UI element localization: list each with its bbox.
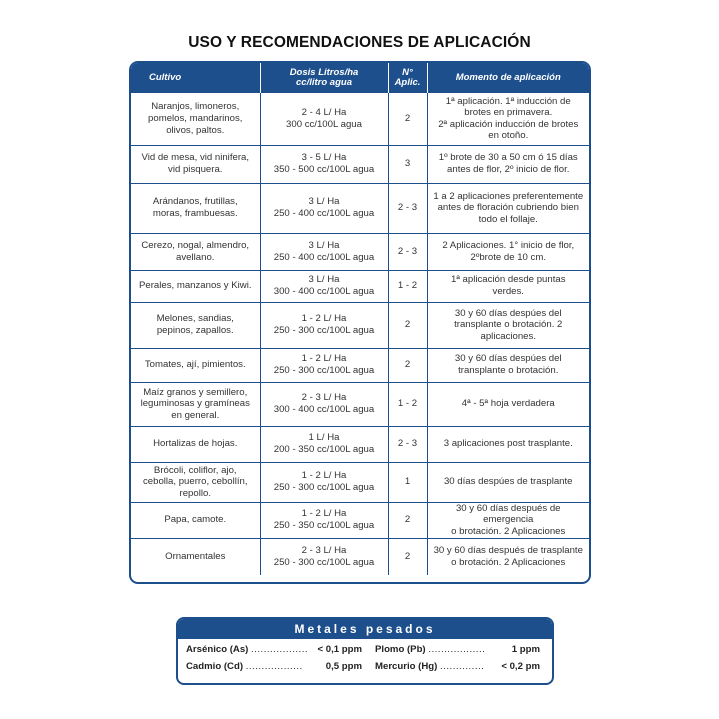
header-dosis: [260, 63, 388, 93]
cell-line: Naranjos, limoneros,: [151, 101, 240, 113]
metal-label: Cadmio (Cd): [186, 661, 244, 672]
cell-line: 3 L/ Ha: [308, 274, 340, 286]
cultivo-cell: [131, 270, 260, 302]
n-aplic-cell: 2 - 3: [388, 426, 427, 462]
cultivo-cell: [131, 183, 260, 233]
table-row: [131, 538, 589, 575]
cultivo-cell: [131, 382, 260, 426]
cell-line: moras, frambuesas.: [152, 208, 238, 219]
cultivo-cell: [131, 302, 260, 348]
momento-cell: [427, 426, 589, 462]
header-dosis-line2: cc/litro agua: [296, 77, 352, 88]
table-body: [131, 93, 589, 575]
cell-line: Ornamentales: [165, 550, 226, 562]
dosis-cell: [260, 538, 388, 575]
metal-cadmio: [186, 661, 303, 672]
dosis-cell: [260, 502, 388, 538]
n-aplic-cell: 2: [388, 502, 427, 538]
n-aplic-cell: 1 - 2: [388, 382, 427, 426]
cell-line: 300 - 400 cc/100L agua: [273, 286, 375, 297]
cell-line: vid pisquera.: [168, 164, 223, 175]
dosis-cell: [260, 462, 388, 502]
cell-line: 1º brote de 30 a 50 cm ó 15 días: [438, 152, 578, 164]
cultivo-cell: [131, 502, 260, 538]
dosis-cell: [260, 302, 388, 348]
cell-line: 30 y 60 días después de trasplante: [433, 545, 583, 557]
cell-line: 1 a 2 aplicaciones preferentemente: [433, 190, 584, 202]
table-row: [131, 145, 589, 183]
cultivo-cell: [131, 462, 260, 502]
table-row: [131, 502, 589, 538]
cell-line: 30 y 60 días despúes del: [454, 353, 562, 365]
cell-line: 3 L/ Ha: [308, 196, 340, 208]
metal-cadmio-value: 0,5 ppm: [325, 661, 362, 672]
metal-mercurio-value: < 0,2 pm: [501, 661, 540, 672]
cultivo-cell: [131, 145, 260, 183]
cell-line: 30 y 60 días después de emergencia: [455, 502, 561, 526]
cell-line: 2ª aplicación inducción de brotes: [438, 118, 579, 130]
cell-line: 1 - 2 L/ Ha: [301, 313, 347, 325]
cell-line: Maíz granos y semillero,: [143, 386, 248, 398]
cell-line: cebolla, puerro, cebollín,: [142, 476, 248, 488]
table-row: [131, 462, 589, 502]
dosis-cell: [260, 348, 388, 382]
cell-line: 2 - 3 L/ Ha: [301, 392, 347, 404]
page-title: USO Y RECOMENDACIONES DE APLICACIÓN: [188, 34, 531, 51]
table-row: [131, 348, 589, 382]
n-aplic-cell: 1: [388, 462, 427, 502]
cell-line: 250 - 300 cc/100L agua: [273, 365, 375, 376]
cell-line: 1 - 2 L/ Ha: [301, 470, 347, 482]
momento-cell: [427, 382, 589, 426]
cell-line: en otoño.: [488, 130, 529, 142]
n-aplic-cell: 2: [388, 538, 427, 575]
n-aplic-cell: 1 - 2: [388, 270, 427, 302]
n-aplic-cell: 2 - 3: [388, 233, 427, 270]
dosis-cell: [260, 233, 388, 270]
metal-arsenico: [186, 644, 308, 655]
cell-line: 1 - 2 L/ Ha: [301, 508, 347, 520]
metal-label: Mercurio (Hg): [375, 661, 438, 672]
cell-line: Tomates, ají, pimientos.: [144, 359, 246, 371]
cell-line: transplante o brotación.: [458, 365, 559, 376]
table-header-row: [131, 63, 589, 93]
cell-line: 3 L/ Ha: [308, 239, 340, 251]
table-row: [131, 233, 589, 270]
metal-dots: ..............: [440, 661, 485, 672]
cell-line: repollo.: [179, 487, 211, 499]
cell-line: avellano.: [176, 251, 215, 263]
metal-dots: ..................: [245, 661, 303, 672]
cell-line: Arándanos, frutillas,: [152, 196, 238, 208]
cultivo-cell: [131, 233, 260, 270]
metal-arsenico-value: < 0,1 ppm: [317, 644, 362, 655]
momento-cell: [427, 93, 589, 145]
cell-line: 30 y 60 días despúes del: [454, 307, 562, 319]
n-aplic-cell: 2: [388, 302, 427, 348]
header-dosis-line1: Dosis Litros/ha: [289, 67, 359, 78]
cell-line: Cerezo, nogal, almendro,: [141, 239, 250, 251]
header-n-aplic: [388, 63, 427, 93]
cell-line: 2 Aplicaciones. 1° inicio de flor,: [442, 239, 575, 251]
dosis-cell: [260, 183, 388, 233]
cell-line: 250 - 350 cc/100L agua: [273, 520, 375, 531]
metal-label: Plomo (Pb): [375, 644, 426, 655]
cell-line: 250 - 300 cc/100L agua: [273, 325, 375, 336]
n-aplic-cell: 3: [388, 145, 427, 183]
cell-line: 200 - 350 cc/100L agua: [273, 444, 375, 455]
cell-line: 350 - 500 cc/100L agua: [273, 164, 375, 175]
table-row: [131, 426, 589, 462]
cell-line: Hortalizas de hojas.: [153, 438, 238, 450]
cell-line: transplante o brotación. 2: [454, 319, 563, 331]
cultivo-cell: [131, 348, 260, 382]
momento-cell: [427, 538, 589, 575]
cell-line: 300 cc/100L agua: [286, 118, 362, 130]
cell-line: 1 L/ Ha: [308, 432, 340, 444]
metal-dots: ..................: [428, 644, 486, 655]
cell-line: 2 - 3 L/ Ha: [301, 545, 347, 557]
cell-line: o brotación. 2 Aplicaciones: [451, 556, 566, 568]
metales-pesados-box: [176, 617, 554, 685]
metales-title: Metales pesados: [178, 619, 552, 639]
cell-line: 1ª aplicación desde puntas: [451, 274, 566, 286]
header-momento: Momento de aplicación: [427, 63, 589, 93]
momento-cell: [427, 462, 589, 502]
cell-line: brotes en primavera.: [464, 107, 553, 119]
cell-line: Brócoli, coliflor, ajo,: [153, 464, 237, 476]
cell-line: pomelos, mandarinos,: [148, 112, 243, 124]
cell-line: o brotación. 2 Aplicaciones: [451, 525, 566, 537]
cell-line: 1 - 2 L/ Ha: [301, 353, 347, 365]
cultivo-cell: [131, 93, 260, 145]
cell-line: Perales, manzanos y Kiwi.: [138, 280, 252, 292]
momento-cell: [427, 145, 589, 183]
cell-line: en general.: [171, 409, 220, 421]
n-aplic-cell: 2: [388, 93, 427, 145]
cell-line: 300 - 400 cc/100L agua: [273, 404, 375, 415]
dosis-cell: [260, 93, 388, 145]
momento-cell: [427, 270, 589, 302]
cell-line: 1ª aplicación. 1ª inducción de: [445, 95, 571, 107]
n-aplic-cell: 2 - 3: [388, 183, 427, 233]
metal-plomo-value: 1 ppm: [511, 644, 540, 655]
table-row: [131, 302, 589, 348]
cell-line: leguminosas y gramíneas: [140, 398, 250, 410]
cell-line: 3 aplicaciones post trasplante.: [443, 438, 573, 450]
momento-cell: [427, 302, 589, 348]
dosis-cell: [260, 426, 388, 462]
cell-line: Vid de mesa, vid ninifera,: [141, 152, 250, 164]
cell-line: antes de floración cubriendo bien: [437, 202, 579, 214]
metal-label: Arsénico (As): [186, 644, 249, 655]
cell-line: Papa, camote.: [164, 514, 227, 526]
dosis-cell: [260, 270, 388, 302]
cell-line: Melones, sandias,: [156, 313, 234, 325]
cell-line: 250 - 400 cc/100L agua: [273, 251, 375, 263]
metal-mercurio: [375, 661, 484, 672]
cell-line: 30 días despúes de trasplante: [443, 476, 573, 488]
cell-line: 250 - 300 cc/100L agua: [273, 556, 375, 568]
cell-line: aplicaciones.: [480, 330, 536, 342]
header-n-line1: N°: [402, 67, 413, 78]
momento-cell: [427, 233, 589, 270]
cell-line: 250 - 300 cc/100L agua: [273, 482, 375, 493]
metal-plomo: [375, 644, 485, 655]
momento-cell: [427, 183, 589, 233]
dosis-cell: [260, 382, 388, 426]
cell-line: 250 - 400 cc/100L agua: [273, 208, 375, 219]
cell-line: antes de flor, 2º inicio de flor.: [447, 164, 570, 175]
header-cultivo: Cultivo: [131, 63, 260, 93]
table-row: [131, 382, 589, 426]
header-n-line2: Aplic.: [394, 77, 421, 88]
table-row: [131, 183, 589, 233]
table-row: [131, 93, 589, 145]
cultivo-cell: [131, 426, 260, 462]
momento-cell: [427, 502, 589, 538]
metal-dots: ..................: [251, 644, 309, 655]
cultivo-cell: [131, 538, 260, 575]
cell-line: 4ª - 5ª hoja verdadera: [461, 398, 555, 410]
table-row: [131, 270, 589, 302]
cell-line: todo el follaje.: [478, 213, 538, 225]
cell-line: 2 - 4 L/ Ha: [301, 107, 347, 119]
cell-line: verdes.: [492, 286, 524, 297]
momento-cell: [427, 348, 589, 382]
cell-line: 3 - 5 L/ Ha: [301, 152, 347, 164]
cell-line: pepinos, zapallos.: [156, 325, 234, 336]
n-aplic-cell: 2: [388, 348, 427, 382]
cell-line: 2ºbrote de 10 cm.: [470, 251, 546, 263]
dosis-cell: [260, 145, 388, 183]
recommendations-table: [129, 61, 591, 584]
cell-line: olivos, paltos.: [166, 124, 225, 136]
